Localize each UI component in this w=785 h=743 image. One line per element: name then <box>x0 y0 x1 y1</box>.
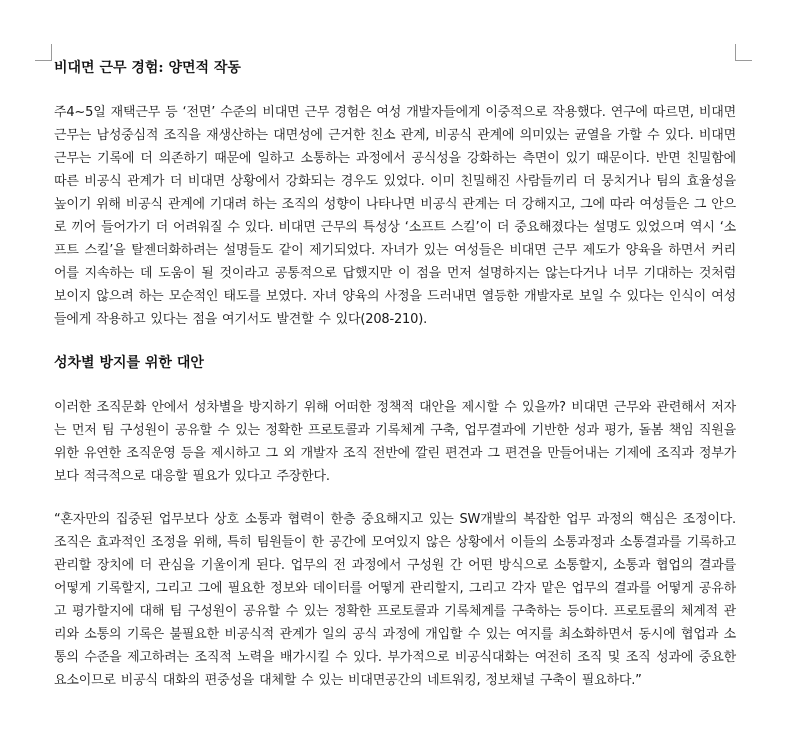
document-body[interactable] <box>54 58 736 692</box>
margin-corner-mark-top-right <box>735 44 752 61</box>
paragraph-remote-work-experience: 주4~5일 재택근무 등 ‘전면’ 수준의 비대면 근무 경험은 여성 개발자들에게 이중적으로 작용했다. 연구에 따르면, 비대면 근무는 남성중심적 조직을 재생산하는 대면성에 근거한 친소 관계, 비공식 관계에 의미있는 균열을 가할 수 있다. 비대면 근무는 기록에 더 의존하기 때문에 일하고 소통하는 과정에서 공식성을 강화하는 측면이 있기 때문이다. 반면 친밀함에 따른 비공식 관계가 더 비대면 상황에서 강화되는 경우도 있었다. 이미 친밀해진 사람들끼리 더 뭉치거나 팀의 효율성을 높이기 위해 비공식 관계에 기대려 하는 조직의 성향이 나타나면 비공식 관계는 더 강해지고, 그에 따라 여성들은 그 안으로 끼어 들어가기 더 어려워질 수 있다. 비대면 근무의 특성상 ‘소프트 스킬’이 더 중요해졌다는 설명도 있었으며 역시 ‘소프트 스킬’을 탈젠더화하려는 설명들도 같이 제기되었다. 자녀가 있는 여성들은 비대면 근무 제도가 양육을 하면서 커리어를 지속하는 데 도움이 될 것이라고 공통적으로 답했지만 이 점을 먼저 설명하지는 않는다거나 너무 기대하는 것처럼 보이지 않으려 하는 모순적인 태도를 보였다. 자녀 양육의 사정을 드러내면 열등한 개발자로 보일 수 있다는 인식이 여성들에게 작용하고 있다는 점을 여기서도 발견할 수 있다(208-210). <box>54 105 736 327</box>
paragraph-policy-alternatives: 이러한 조직문화 안에서 성차별을 방지하기 위해 어떠한 정책적 대안을 제시할 수 있을까? 비대면 근무와 관련해서 저자는 먼저 팀 구성원이 공유할 수 있는 정확한 프로토콜과 기록체계 구축, 업무결과에 기반한 성과 평가, 돌봄 책임 직원을 위한 유연한 조직운영 등을 제시하고 그 외 개발자 조직 전반에 깔린 편견과 그 편견을 만들어내는 기제에 조직과 정부가 보다 적극적으로 대응할 필요가 있다고 주장한다. <box>54 400 736 484</box>
section-heading-remote-work: 비대면 근무 경험: 양면적 작동 <box>54 60 241 76</box>
paragraph-quotation: “혼자만의 집중된 업무보다 상호 소통과 협력이 한층 중요해지고 있는 SW개발의 복잡한 업무 과정의 핵심은 조정이다. 조직은 효과적인 조정을 위해, 특히 팀원들이 한 공간에 모여있지 않은 상황에서 이들의 소통과정과 소통결과를 기록하고 관리할 장치에 더 관심을 기울이게 된다. 업무의 전 과정에서 구성원 간 어떤 방식으로 소통할지, 소통과 협업의 결과를 어떻게 기록할지, 그리고 그에 필요한 정보와 데이터를 어떻게 관리할지, 그리고 각자 맡은 업무의 결과를 어떻게 공유하고 평가할지에 대해 팀 구성원이 공유할 수 있는 정확한 프로토콜과 기록체계를 구축하는 등이다. 프로토콜의 체계적 관리와 소통의 기록은 불필요한 비공식적 관계가 일의 공식 과정에 개입할 수 있는 여지를 최소화하면서 동시에 협업과 소통의 수준을 제고하려는 조직적 노력을 배가시킬 수 있다. 부가적으로 비공식대화는 여전히 조직 및 조직 성과에 중요한 요소이므로 비공식 대화의 편중성을 대체할 수 있는 비대면공간의 네트워킹, 정보채널 구축이 필요하다.” <box>54 512 736 688</box>
section-heading-discrimination-prevention: 성차별 방지를 위한 대안 <box>54 355 204 371</box>
margin-corner-mark-top-left <box>35 44 52 61</box>
